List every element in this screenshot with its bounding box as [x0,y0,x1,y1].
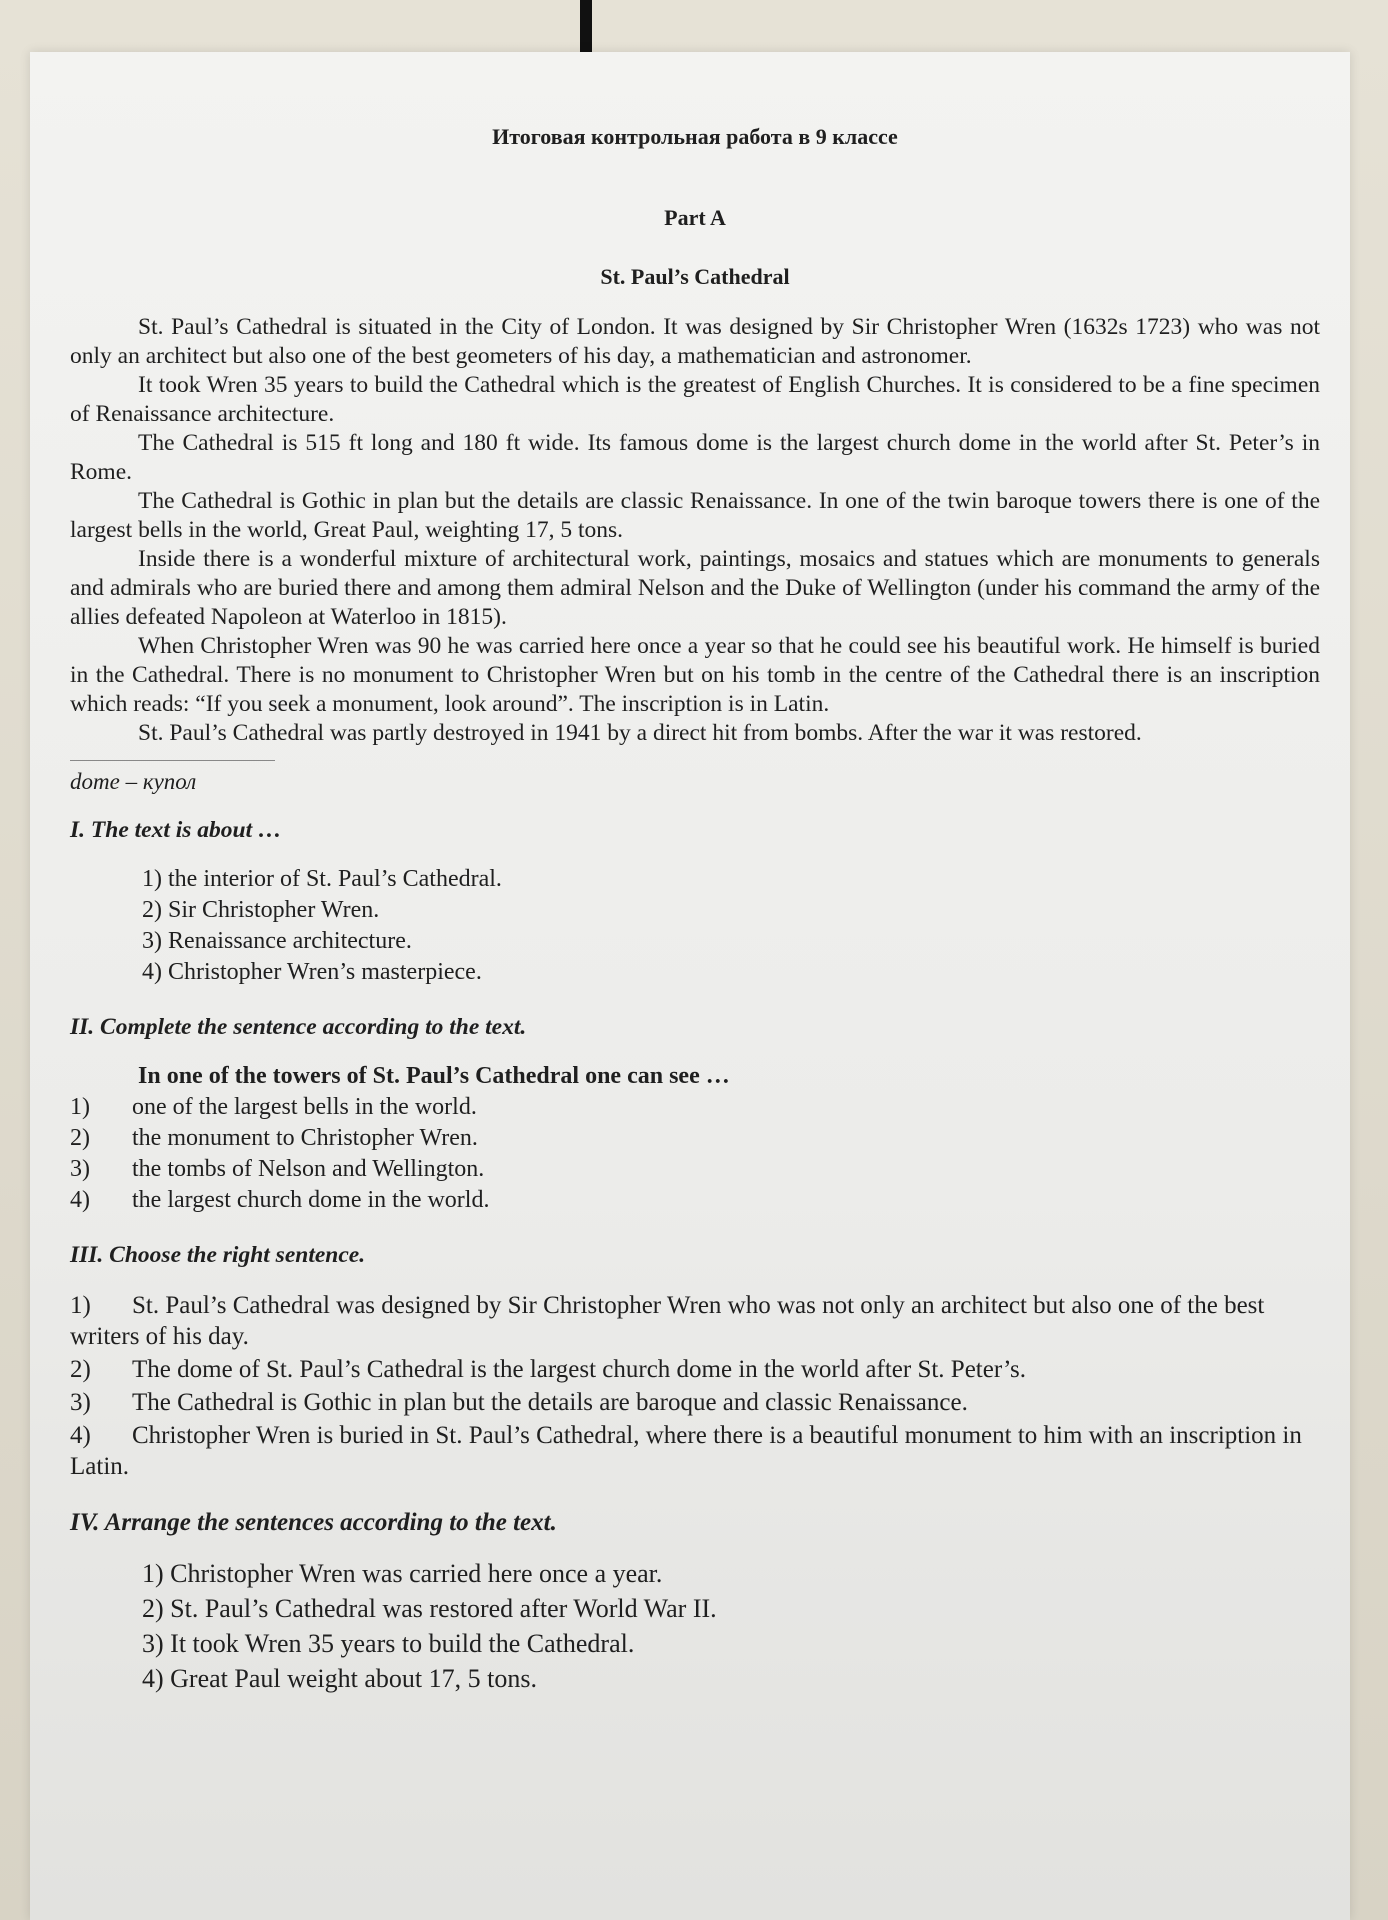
part-title: Part A [664,205,726,230]
question-3-options [70,1290,1320,1482]
question-2-lead: In one of the towers of St. Paul’s Cathedral one can see … [138,1063,730,1089]
answer-option [70,1420,1320,1482]
option-text: one of the largest bells in the world. [132,1094,477,1120]
option-number: 1) [70,1094,90,1120]
answer-option [70,1155,1320,1184]
option-text: The dome of St. Paul’s Cathedral is the largest church dome in the world after St. Peter’s. [132,1356,1027,1383]
question-2-heading: II. Complete the sentence according to the text. [70,1014,527,1040]
answer-option [70,1124,1320,1153]
text-paragraph: St. Paul’s Cathedral was partly destroyed in 1941 by a direct hit from bombs. After the war it was restored. [138,720,1142,746]
text-paragraph: The Cathedral is Gothic in plan but the details are classic Renaissance. In one of the twin baroque towers there is one of the largest bells in the world, Great Paul, weighting 17, 5 tons. [70,488,1320,543]
answer-option [70,1354,1320,1385]
option-number: 3) [70,1389,91,1416]
option-number: 4) [70,1422,91,1449]
exam-sheet [30,52,1350,1920]
question-4-options [142,1557,1320,1695]
option-number: 3) [70,1156,90,1182]
option-text: the tombs of Nelson and Wellington. [132,1156,485,1182]
sheet-content [70,122,1320,1697]
option-number: 4) [70,1187,90,1213]
answer-option: 2) St. Paul’s Cathedral was restored after World War II. [142,1594,717,1623]
answer-option: 2) Sir Christopher Wren. [142,897,380,923]
option-number: 2) [70,1356,91,1383]
answer-option [70,1186,1320,1215]
answer-option [70,1290,1320,1352]
question-1-options [142,865,1320,987]
answer-option: 1) Christopher Wren was carried here once a year. [142,1559,663,1588]
vocabulary-note: dome – купол [70,769,197,794]
option-text: Christopher Wren is buried in St. Paul’s Cathedral, where there is a beautiful monument to him with an inscription in Latin. [70,1422,1302,1480]
text-title: St. Paul’s Cathedral [600,264,790,289]
text-paragraph: When Christopher Wren was 90 he was carried here once a year so that he could see his beautiful work. He himself is buried in the Cathedral. There is no monument to Christopher Wren but on his tomb in the centre of the Cathedral there is an inscription which reads: “If you seek a monument, look around”. The inscription is in Latin. [70,633,1320,717]
option-text: St. Paul’s Cathedral was designed by Sir Christopher Wren who was not only an architect but also one of the best writers of his day. [70,1292,1265,1350]
option-text: the largest church dome in the world. [132,1187,490,1213]
answer-option [70,1093,1320,1122]
text-paragraph: It took Wren 35 years to build the Cathedral which is the greatest of English Churches. It is considered to be a fine specimen of Renaissance architecture. [70,372,1320,427]
question-1-heading: I. The text is about … [70,817,282,843]
answer-option [70,1387,1320,1418]
text-paragraph: The Cathedral is 515 ft long and 180 ft wide. Its famous dome is the largest church dome in the world after St. Peter’s in Rome. [70,430,1320,485]
answer-option: 1) the interior of St. Paul’s Cathedral. [142,866,502,892]
option-number: 2) [70,1125,90,1151]
question-4-heading: IV. Arrange the sentences according to the text. [70,1509,557,1536]
answer-option: 4) Christopher Wren’s masterpiece. [142,959,482,985]
question-3-heading: III. Choose the right sentence. [70,1242,366,1268]
answer-option: 3) It took Wren 35 years to build the Cathedral. [142,1629,635,1658]
answer-option: 3) Renaissance architecture. [142,928,412,954]
answer-option: 4) Great Paul weight about 17, 5 tons. [142,1664,537,1693]
footnote-divider [70,760,275,761]
page-title: Итоговая контрольная работа в 9 классе [492,124,898,149]
question-2-options [70,1093,1320,1215]
text-paragraph: St. Paul’s Cathedral is situated in the City of London. It was designed by Sir Christopher Wren (1632s 1723) who was not only an architect but also one of the best geometers of his day, a mathematician and astronomer. [70,314,1320,369]
option-text: The Cathedral is Gothic in plan but the details are baroque and classic Renaissance. [132,1389,968,1416]
option-number: 1) [70,1292,91,1319]
text-paragraph: Inside there is a wonderful mixture of architectural work, paintings, mosaics and statues which are monuments to generals and admirals who are buried there and among them admiral Nelson and the Duke of Wellington (under his command the army of the allies defeated Napoleon at Waterloo in 1815). [70,546,1320,630]
option-text: the monument to Christopher Wren. [132,1125,478,1151]
